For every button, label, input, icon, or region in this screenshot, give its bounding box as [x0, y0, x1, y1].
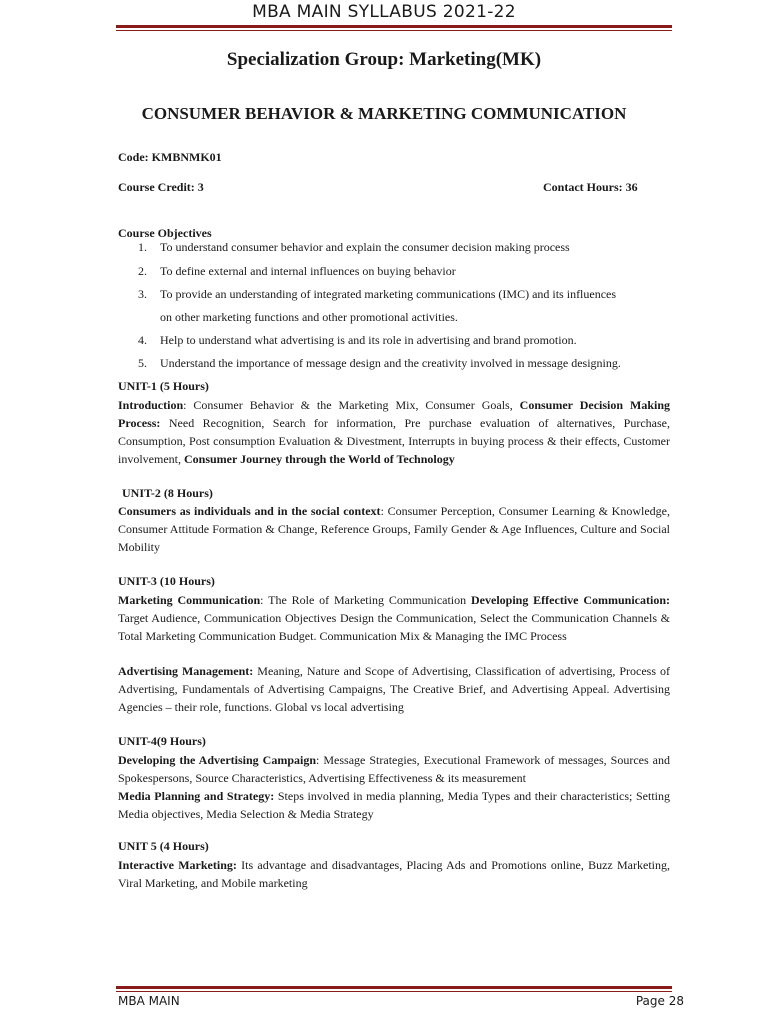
text-run: Meaning, Nature and Scope of Advertising, Classification of advertising, Process of Advertising, Fundamentals of Advertising Campaigns, The Creative Brief, and Advertising Appeal. Advertising Agencies – their role, functions. Global vs local advertising	[118, 664, 670, 714]
term: Developing Effective Communication:	[471, 593, 670, 607]
unit-3-heading: UNIT-3 (10 Hours)	[118, 574, 215, 588]
unit-4-body-a	[118, 751, 670, 787]
header-rule-thin	[116, 30, 672, 31]
header-title: MBA MAIN SYLLABUS 2021-22	[252, 2, 516, 22]
footer-rule-thick	[116, 986, 672, 989]
list-number: 5.	[138, 356, 147, 370]
list-text: To define external and internal influences on buying behavior	[160, 264, 456, 278]
unit-3-body-b	[118, 662, 670, 716]
course-title: CONSUMER BEHAVIOR & MARKETING COMMUNICATION	[141, 104, 627, 123]
term: Marketing Communication	[118, 593, 261, 607]
term: Consumer Decision Making Process:	[118, 398, 671, 430]
list-text: Help to understand what advertising is and its role in advertising and brand promotion.	[160, 333, 577, 347]
list-number: 2.	[138, 264, 147, 278]
text-run: : Consumer Perception, Consumer Learning & Knowledge, Consumer Attitude Formation & Change, Reference Groups, Family Gender & Age Influences, Culture and Social Mobility	[118, 504, 670, 554]
list-text: To understand consumer behavior and explain the consumer decision making process	[160, 240, 570, 254]
unit-1-body	[118, 396, 670, 468]
list-number: 4.	[138, 333, 147, 347]
contact-hours: Contact Hours: 36	[543, 180, 638, 194]
unit-4-heading: UNIT-4(9 Hours)	[118, 734, 206, 748]
term: Developing the Advertising Campaign	[118, 753, 317, 767]
text-run: Its advantage and disadvantages, Placing Ads and Promotions online, Buzz Marketing, Viral Marketing, and Mobile marketing	[118, 858, 670, 890]
unit-5-heading: UNIT 5 (4 Hours)	[118, 839, 209, 853]
unit-1-heading: UNIT-1 (5 Hours)	[118, 379, 209, 393]
footer-label: MBA MAIN	[118, 994, 180, 1008]
text-run: : Consumer Behavior & the Marketing Mix, Consumer Goals,	[183, 398, 520, 412]
term: Advertising Management:	[118, 664, 254, 678]
footer-rule-thin	[116, 991, 672, 992]
list-number: 1.	[138, 240, 147, 254]
objectives-heading: Course Objectives	[118, 226, 212, 240]
unit-3-body-a	[118, 591, 670, 645]
list-text: To provide an understanding of integrated marketing communications (IMC) and its influences	[160, 287, 617, 301]
course-code: Code: KMBNMK01	[118, 150, 222, 164]
unit-2-body	[118, 502, 670, 556]
unit-4-body-b	[118, 787, 670, 823]
term: Media Planning and Strategy:	[118, 789, 275, 803]
text-run: : Message Strategies, Executional Framework of messages, Sources and Spokespersons, Source Characteristics, Advertising Effectiveness & its measurement	[118, 753, 670, 785]
term: Introduction	[118, 398, 184, 412]
text-run: Need Recognition, Search for information, Pre purchase evaluation of alternatives, Purchase, Consumption, Post consumption Evaluation & Divestment, Interrupts in buying process & their effects, Customer involvement,	[118, 416, 670, 466]
course-credit: Course Credit: 3	[118, 180, 204, 194]
list-text: on other marketing functions and other promotional activities.	[160, 310, 458, 324]
term: Consumer Journey through the World of Technology	[184, 452, 455, 466]
specialization-title: Specialization Group: Marketing(MK)	[226, 49, 542, 70]
text-run: : The Role of Marketing Communication	[260, 593, 471, 607]
list-text: Understand the importance of message design and the creativity involved in message designing.	[160, 356, 621, 370]
text-run: Steps involved in media planning, Media Types and their characteristics; Setting Media objectives, Media Selection & Media Strategy	[118, 789, 670, 821]
header-rule-thick	[116, 25, 672, 28]
term: Consumers as individuals and in the social context	[118, 504, 381, 518]
unit-2-heading: UNIT-2 (8 Hours)	[122, 486, 213, 500]
page-number: Page 28	[635, 994, 684, 1008]
text-run: Target Audience, Communication Objectives Design the Communication, Select the Communication Channels & Total Marketing Communication Budget. Communication Mix & Managing the IMC Process	[118, 611, 670, 643]
list-number: 3.	[138, 287, 147, 301]
term: Interactive Marketing:	[118, 858, 237, 872]
unit-5-body	[118, 856, 670, 892]
